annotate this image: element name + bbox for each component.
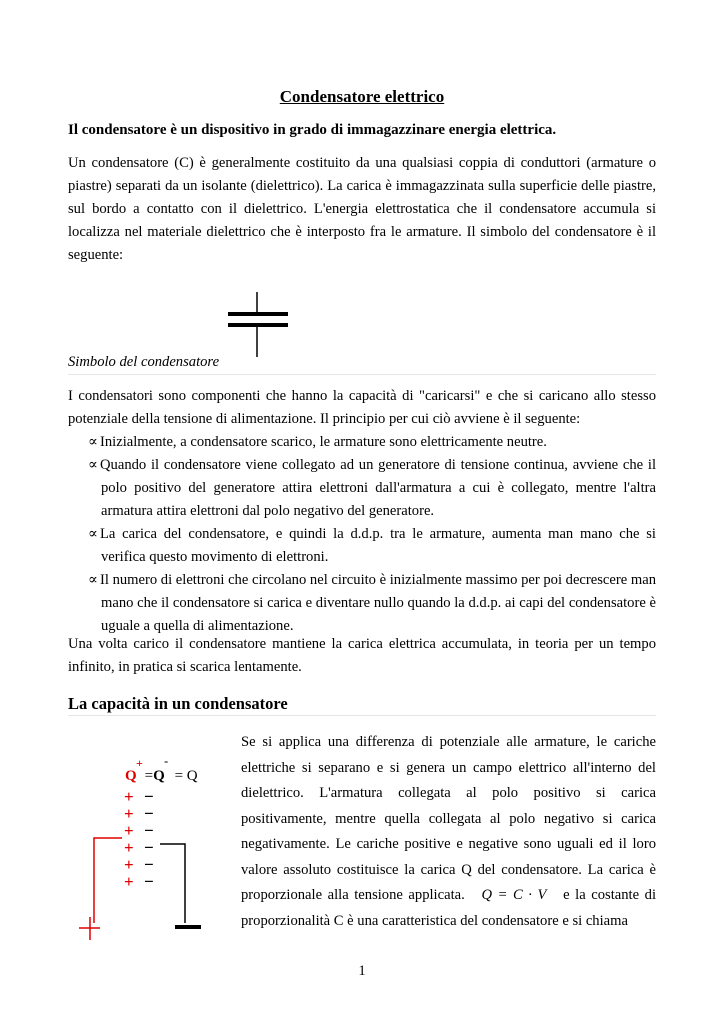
q-minus: Q - [153, 754, 169, 784]
bullet-text: La carica del condensatore, e quindi la d.d.p. tra le armature, aumenta man mano che si verifica questo movimento di elettroni. [100, 526, 656, 565]
bullet-marker: ∝ [88, 526, 98, 542]
section-heading: La capacità in un condensatore [68, 694, 288, 713]
formula: Q = C · V [481, 887, 547, 903]
capacity-text-b: e la costante di proporzionalità C è una caratteristica del condensatore e si chiama [241, 887, 656, 929]
paragraph-definition: Un condensatore (C) è generalmente costituito da una qualsiasi coppia di conduttori (armature o piastre) separati da un isolante (dielettrico). La carica è immagazzinata sulla superficie delle piastre, sul bordo a contatto con il dielettrico. L'energia elettrostatica che il condensatore accumula si localizza nel materiale dielettrico che è interposto fra le armature. Il simbolo del condensatore è il seguente: [68, 155, 656, 263]
bullet-marker: ∝ [88, 457, 98, 473]
symbol-caption: Simbolo del condensatore [68, 354, 220, 370]
bullet-text: Il numero di elettroni che circolano nel circuito è inizialmente massimo per poi decrescere man mano che il condensatore si carica e diventare nullo quando la d.d.p. ai capi del condensatore è uguale a quella di alimentazione. [100, 572, 656, 634]
list-item [68, 431, 656, 454]
charge-equation [125, 754, 198, 785]
bullet-text: Quando il condensatore viene collegato ad un generatore di tensione continua, avviene che il polo positivo del generatore attira elettroni dall'armatura a cui è collegato, mentre l'altra armatura attira elettroni dal polo negativo del generatore. [100, 457, 656, 519]
list-item [68, 569, 656, 638]
bullet-marker: ∝ [88, 434, 98, 450]
paragraph-capacity [241, 730, 656, 934]
divider [68, 715, 656, 716]
document-title: Condensatore elettrico [279, 87, 445, 106]
bullet-marker: ∝ [88, 572, 98, 588]
paragraph-principle: I condensatori sono componenti che hanno la capacità di "caricarsi" e che si caricano allo stesso potenziale della tensione di alimentazione. Il principio per cui ciò avviene è il seguente: [68, 388, 656, 427]
paragraph-retention: Una volta carico il condensatore mantiene la carica elettrica accumulata, in teoria per un tempo infinito, in pratica si scarica lentamente. [68, 636, 656, 675]
divider [68, 374, 656, 375]
equals-q: = Q [174, 768, 198, 784]
bullet-list [68, 431, 656, 638]
equals-sign: = [144, 768, 154, 784]
minus-charges: − − − − − − [144, 787, 154, 891]
q-plus: Q + [125, 756, 143, 784]
list-item [68, 523, 656, 569]
plus-charges: + + + + + + [124, 787, 134, 891]
intro-bold: Il condensatore è un dispositivo in grado di immagazzinare energia elettrica. [68, 122, 557, 138]
capacitor-symbol-icon [222, 290, 292, 360]
page-number: 1 [358, 963, 366, 979]
capacity-text-a: Se si applica una differenza di potenziale alle armature, le cariche elettriche si separano e si genera un campo elettrico all'interno del dielettrico. L'armatura collegata al polo positivo si carica positivamente, mentre quella collegata al polo negativo si carica negativamente. Le cariche positive e negative sono uguali ed il loro valore assoluto costituisce la carica Q del condensatore. La carica è proporzionale alla tensione applicata. [241, 734, 656, 903]
list-item [68, 454, 656, 523]
bullet-text: Inizialmente, a condensatore scarico, le armature sono elettricamente neutre. [100, 434, 547, 450]
